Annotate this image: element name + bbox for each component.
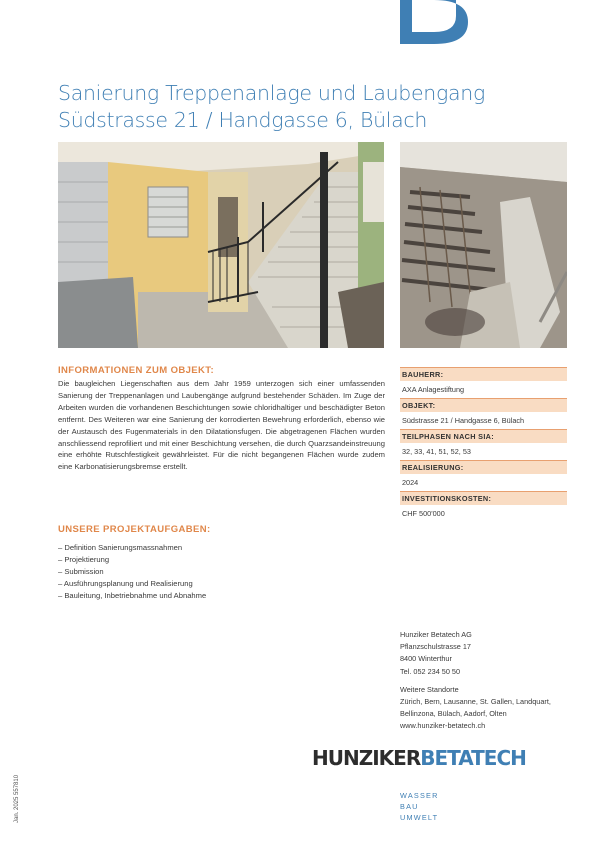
list-item: – Submission [58,567,104,576]
company-street: Pflanzschulstrasse 17 [400,642,471,652]
photo-stairwell [58,142,384,348]
phasen-label: TEILPHASEN NACH SIA: [400,429,567,443]
realisierung-label: REALISIERUNG: [400,460,567,474]
tasks-list [58,542,378,602]
list-item: – Ausführungsplanung und Realisierung [58,579,193,588]
facts-table [400,367,567,522]
realisierung-value: 2024 [402,478,419,487]
list-item: – Projektierung [58,555,110,564]
info-text: Die baugleichen Liegenschaften aus dem Jahr 1959 unterzogen sich einer umfassenden Sanierung der Treppenanlagen und Laubengänge aufgrund bestehender Schäden. Im Zuge der Arbeiten wurden die vorhandenen Beschichtungen sowie chloridhaltiger und beschädigter Beton entfernt. Des Weiteren war eine Sanierung der korrodierten Bewehrung erforderlich, ebenso wie der Austausch des Fugenmaterials in den Dilatationsfugen. Die abgetragenen Flächen wurden anschliessend reprofiliert und mit einer Beschichtung versehen, die durch Quarzsandeinstreuung eine erhöhte Rutschfestigkeit gewährleistet. Für die nicht begangenen Flächen wurde zudem eine Karbonatisierungsbremse erstellt. [58,379,385,472]
brand-d-logo [400,0,468,44]
tagline-wasser: WASSER [400,791,439,800]
company-name: Hunziker Betatech AG [400,630,472,639]
locations-line-2: Bellinzona, Bülach, Aadorf, Olten [400,709,507,719]
brand-part-1: HUNZIKER [312,746,421,770]
website-link[interactable]: www.hunziker-betatech.ch [400,721,486,731]
brand-wordmark [312,746,526,770]
title-line-1: Sanierung Treppenanlage und Laubengang [58,81,485,105]
page-title [58,80,558,134]
info-heading: INFORMATIONEN ZUM OBJEKT: [58,365,215,376]
document-code: Jan. 2025 557810 [14,774,20,823]
tagline-bau: BAU [400,802,419,811]
photo-concrete-damage [400,142,567,348]
locations-line-1: Zürich, Bern, Lausanne, St. Gallen, Landquart, [400,697,551,707]
tasks-heading: UNSERE PROJEKTAUFGABEN: [58,524,211,535]
objekt-label: OBJEKT: [400,398,567,412]
contact-block [400,629,570,733]
company-phone: Tel. 052 234 50 50 [400,666,461,676]
brand-part-2: BETATECH [420,746,526,770]
kosten-value: CHF 500'000 [402,509,445,518]
bauherr-label: BAUHERR: [400,367,567,381]
title-line-2: Südstrasse 21 / Handgasse 6, Bülach [58,108,428,132]
locations-heading: Weitere Standorte [400,684,459,694]
list-item: – Definition Sanierungsmassnahmen [58,543,183,552]
objekt-value: Südstrasse 21 / Handgasse 6, Bülach [402,416,525,425]
phasen-value: 32, 33, 41, 51, 52, 53 [402,447,471,456]
tagline-umwelt: UMWELT [400,813,439,822]
kosten-label: INVESTITIONSKOSTEN: [400,491,567,505]
list-item: – Bauleitung, Inbetriebnahme und Abnahme [58,591,207,600]
bauherr-value: AXA Anlagestiftung [402,385,465,394]
company-city: 8400 Winterthur [400,654,452,664]
brand-tagline [400,790,439,823]
